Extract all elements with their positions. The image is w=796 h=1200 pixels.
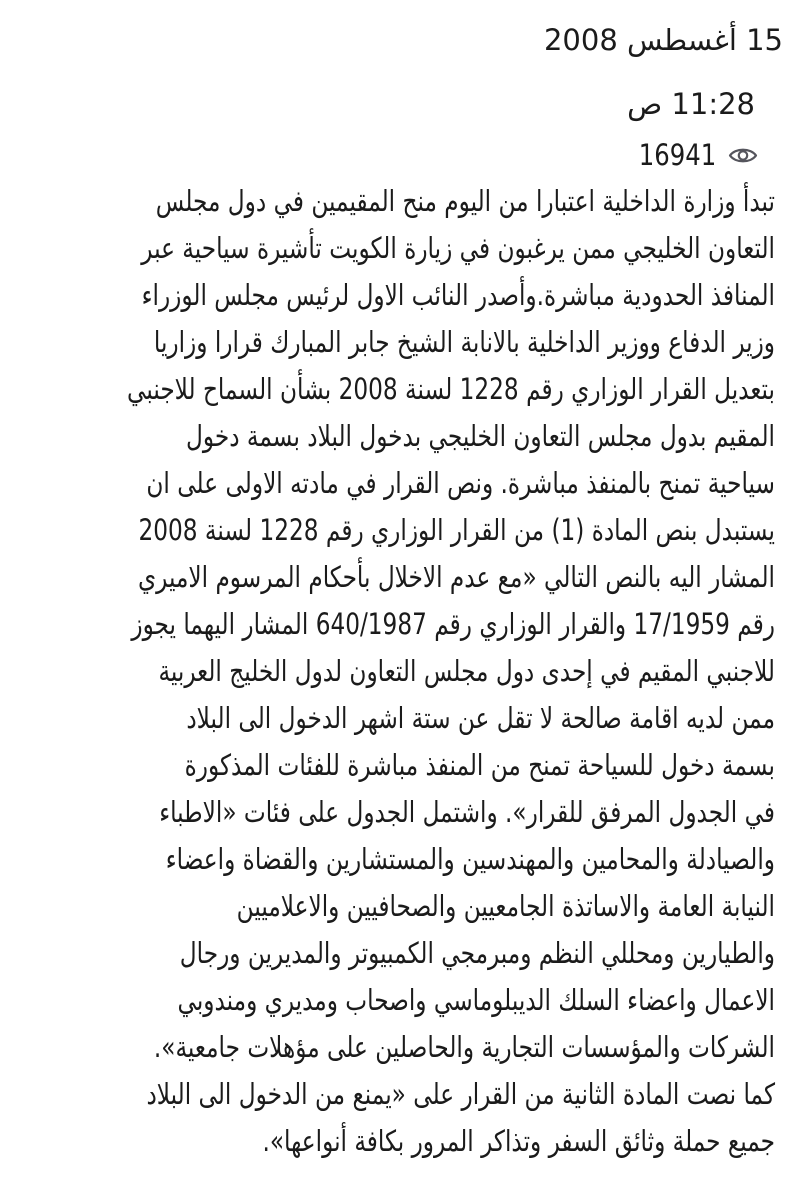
article-line: بتعديل القرار الوزاري رقم 1228 لسنة 2008 بشأن السماح للاجنبي (126, 372, 775, 406)
article-body (0, 178, 796, 1165)
article-line: المنافذ الحدودية مباشرة.وأصدر النائب الاول لرئيس مجلس الوزراء (141, 278, 775, 312)
article-line: ممن لديه اقامة صالحة لا تقل عن ستة اشهر الدخول الى البلاد (186, 701, 775, 735)
article-line: سياحية تمنح بالمنفذ مباشرة. ونص القرار في مادته الاولى على ان (146, 466, 775, 500)
article-line: رقم 17/1959 والقرار الوزاري رقم 640/1987 المشار اليهما يجوز (131, 607, 775, 641)
article-line: المقيم بدول مجلس التعاون الخليجي بدخول البلاد بسمة دخول (186, 419, 776, 453)
article-meta (0, 0, 796, 174)
article-line: الشركات والمؤسسات التجارية والحاصلين على مؤهلات جامعية». (153, 1030, 775, 1064)
article-line: جميع حملة وثائق السفر وتذاكر المرور بكافة أنواعها». (262, 1124, 775, 1158)
article-line: والطيارين ومحللي النظم ومبرمجي الكمبيوتر والمديرين ورجال (179, 936, 775, 970)
article-line: تبدأ وزارة الداخلية اعتبارا من اليوم منح المقيمين في دول مجلس (155, 184, 775, 218)
article-line: للاجنبي المقيم في إحدى دول مجلس التعاون لدول الخليج العربية (158, 654, 776, 688)
article-line: كما نصت المادة الثانية من القرار على «يمنع من الدخول الى البلاد (146, 1077, 775, 1111)
article-line: في الجدول المرفق للقرار». واشتمل الجدول على فئات «الاطباء (159, 795, 776, 829)
eye-icon (728, 145, 758, 166)
article-line: بسمة دخول للسياحة تمنح من المنفذ مباشرة للفئات المذكورة (184, 748, 775, 782)
article-line: النيابة العامة والاساتذة الجامعيين والصحافيين والاعلاميين (236, 889, 775, 923)
publish-time: 11:28 ص (627, 87, 755, 121)
view-count: 16941 (638, 138, 716, 172)
article-line: المشار اليه بالنص التالي «مع عدم الاخلال بأحكام المرسوم الاميري (137, 560, 775, 594)
article-line: وزير الدفاع ووزير الداخلية بالانابة الشيخ جابر المبارك قرارا وزاريا (153, 325, 775, 359)
article-line: والصيادلة والمحامين والمهندسين والمستشارين والقضاة واعضاء (165, 842, 775, 876)
view-count-row (0, 136, 758, 174)
article-line: يستبدل بنص المادة (1) من القرار الوزاري رقم 1228 لسنة 2008 (138, 513, 775, 547)
article-line: التعاون الخليجي ممن يرغبون في زيارة الكويت تأشيرة سياحية عبر (141, 231, 776, 265)
article-line: الاعمال واعضاء السلك الديبلوماسي واصحاب ومديري ومندوبي (177, 983, 775, 1017)
publish-date: 15 أغسطس 2008 (543, 23, 783, 57)
